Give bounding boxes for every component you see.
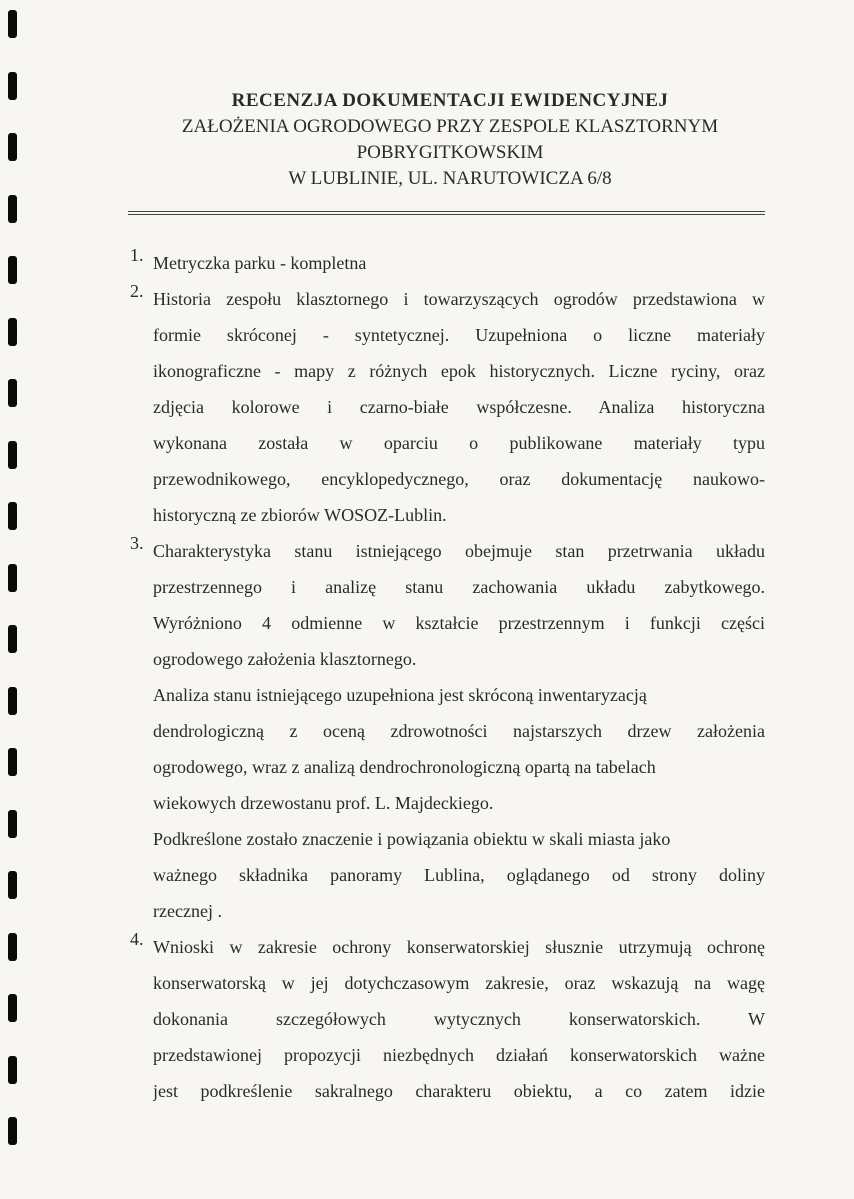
item-line: formie skróconej - syntetycznej. Uzupełniona o liczne materiały [153, 325, 765, 345]
paragraph-line: ogrodowego, wraz z analizą dendrochronologiczną opartą na tabelach [153, 757, 656, 777]
item-line: Charakterystyka stanu istniejącego obejmuje stan przetrwania układu [153, 541, 765, 561]
list-item-3 [130, 533, 765, 929]
binding-hole [8, 133, 17, 161]
item-line: jest podkreślenie sakralnego charakteru obiektu, a co zatem idzie [153, 1081, 765, 1101]
binding-hole [8, 256, 17, 284]
item-number: 3. [130, 533, 144, 553]
binding-hole [8, 195, 17, 223]
document-title: RECENZJA DOKUMENTACJI EWIDENCYJNEJ [231, 90, 669, 111]
binding-hole [8, 810, 17, 838]
paragraph-line: dendrologiczną z oceną zdrowotności najstarszych drzew założenia [153, 721, 765, 741]
binding-hole [8, 871, 17, 899]
binding-hole [8, 1056, 17, 1084]
paragraph-line: Podkreślone zostało znaczenie i powiązania obiektu w skali miasta jako [153, 829, 671, 849]
list-item-4 [130, 929, 765, 1109]
subtitle-line-1: ZAŁOŻENIA OGRODOWEGO PRZY ZESPOLE KLASZTORNYM [181, 116, 719, 137]
item-line: konserwatorską w jej dotychczasowym zakresie, oraz wskazują na wagę [153, 973, 765, 993]
item-line: Wyróżniono 4 odmienne w kształcie przestrzennym i funkcji części [153, 613, 765, 633]
document-header [120, 88, 780, 192]
binding-holes [0, 0, 40, 1199]
subtitle-line-3: W LUBLINIE, UL. NARUTOWICZA 6/8 [288, 168, 612, 189]
item-line: przewodnikowego, encyklopedycznego, oraz dokumentację naukowo- [153, 469, 765, 489]
binding-hole [8, 687, 17, 715]
binding-hole [8, 72, 17, 100]
binding-hole [8, 441, 17, 469]
header-divider [128, 211, 765, 215]
paragraph-line: rzecznej . [153, 901, 222, 921]
binding-hole [8, 748, 17, 776]
binding-hole [8, 1117, 17, 1145]
item-number: 4. [130, 929, 144, 949]
list-item-2 [130, 281, 765, 533]
binding-hole [8, 933, 17, 961]
subtitle-line-2: POBRYGITKOWSKIM [356, 142, 544, 163]
paragraph-line: ważnego składnika panoramy Lublina, oglądanego od strony doliny [153, 865, 765, 885]
item-line: historyczną ze zbiorów WOSOZ-Lublin. [153, 505, 447, 525]
item-line: przedstawionej propozycji niezbędnych działań konserwatorskich ważne [153, 1045, 765, 1065]
item-line: ikonograficzne - mapy z różnych epok historycznych. Liczne ryciny, oraz [153, 361, 765, 381]
item-line: zdjęcia kolorowe i czarno-białe współczesne. Analiza historyczna [153, 397, 765, 417]
item-line: dokonania szczegółowych wytycznych konserwatorskich. W [153, 1009, 765, 1029]
binding-hole [8, 564, 17, 592]
binding-hole [8, 379, 17, 407]
item-line: ogrodowego założenia klasztornego. [153, 649, 417, 669]
binding-hole [8, 318, 17, 346]
item-line: Historia zespołu klasztornego i towarzyszących ogrodów przedstawiona w [153, 289, 765, 309]
paragraph-line: Analiza stanu istniejącego uzupełniona jest skróconą inwentaryzacją [153, 685, 647, 705]
item-number: 2. [130, 281, 144, 301]
item-line: Wnioski w zakresie ochrony konserwatorskiej słusznie utrzymują ochronę [153, 937, 765, 957]
item-line: Metryczka parku - kompletna [153, 253, 367, 273]
item-line: przestrzennego i analizę stanu zachowania układu zabytkowego. [153, 577, 765, 597]
binding-hole [8, 10, 17, 38]
item-number: 1. [130, 245, 144, 265]
binding-hole [8, 625, 17, 653]
binding-hole [8, 502, 17, 530]
paragraph-line: wiekowych drzewostanu prof. L. Majdeckiego. [153, 793, 494, 813]
binding-hole [8, 994, 17, 1022]
list-item-1 [130, 245, 765, 281]
item-line: wykonana została w oparciu o publikowane materiały typu [153, 433, 765, 453]
document-body [130, 245, 765, 1109]
